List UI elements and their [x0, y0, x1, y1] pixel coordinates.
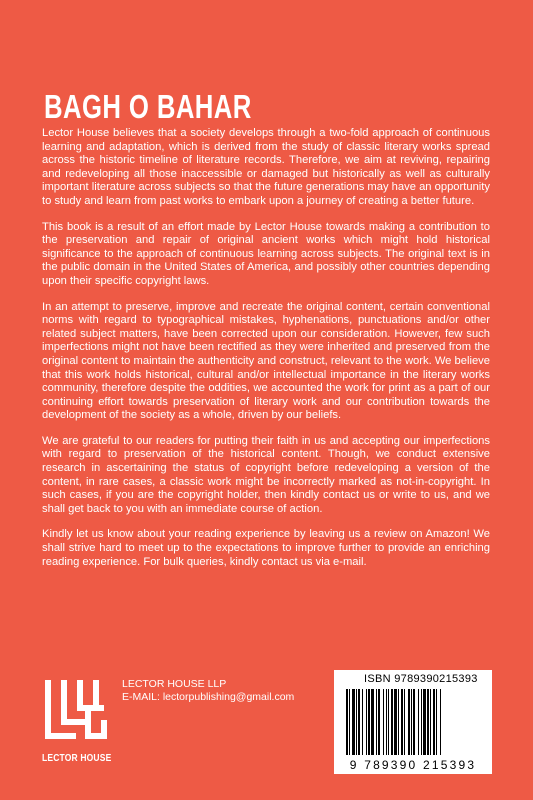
logo-caption: LECTOR HOUSE — [42, 753, 112, 764]
barcode-bar — [356, 689, 357, 755]
barcode-bar — [376, 689, 377, 755]
barcode-icon — [342, 689, 484, 757]
barcode-bar — [433, 689, 435, 755]
barcode-bar — [383, 689, 384, 755]
barcode-bar — [401, 689, 403, 755]
barcode-bar — [411, 689, 412, 755]
barcode-bar — [394, 689, 397, 755]
publisher-logo — [42, 676, 114, 764]
isbn-barcode — [334, 670, 492, 774]
barcode-bar — [366, 689, 367, 755]
barcode-bar — [430, 689, 431, 755]
barcode-bar — [346, 689, 348, 755]
lector-house-logo-icon — [42, 676, 110, 744]
barcode-bar — [413, 689, 415, 755]
barcode-bar — [436, 689, 437, 755]
barcode-bar — [352, 689, 355, 755]
back-cover-blurb — [42, 127, 490, 581]
publisher-email: E-MAIL: lectorpublishing@gmail.com — [122, 690, 295, 703]
barcode-bar — [368, 689, 370, 755]
barcode-bar — [391, 689, 393, 755]
barcode-bar — [423, 689, 426, 755]
barcode-bar — [408, 689, 410, 755]
publisher-name: LECTOR HOUSE LLP — [122, 678, 227, 690]
barcode-bar — [362, 689, 363, 755]
barcode-bar — [440, 689, 441, 755]
barcode-bar — [388, 689, 389, 755]
barcode-bar — [404, 689, 405, 755]
barcode-digits: 9 789390 215393 — [349, 758, 477, 772]
barcode-bar — [358, 689, 360, 755]
blurb-paragraph-4: We are grateful to our readers for putting their faith in us and accepting our imperfections with regard to preservation of the historical content. Though, we conduct extensive research in ascertaining the status of copyright before redeveloping a version of the content, in rare cases, a classic work might be incorrectly marked as not-in-copyright. In such cases, if you are the copyright holder, then kindly contact us or write to us, and we shall get back to you with an immediate course of action. — [42, 434, 490, 515]
barcode-bar — [378, 689, 380, 755]
publisher-info — [122, 678, 294, 703]
barcode-bar — [398, 689, 399, 755]
blurb-paragraph-2: This book is a result of an effort made by Lector House towards making a contribution to the preservation and repair of original ancient works which might hold historical significance to the approach of continuous learning across subjects. The original text is in the public domain in the United States of America, and possibly other countries depending upon their specific copyright laws. — [42, 220, 490, 287]
blurb-paragraph-3: In an attempt to preserve, improve and recreate the original content, certain conventional norms with regard to typographical mistakes, hyphenations, punctuations and/or other related subject matters, have been corrected upon our consideration. However, few such imperfections might not have been rectified as they were inherited and preserved from the original content to maintain the authenticity and construct, relevant to the work. We believe that this work holds historical, cultural and/or intellectual importance in the literary works community, therefore despite the oddities, we accounted the work for print as a part of our continuing effort towards preservation of literary work and our contribution towards the development of the society as a whole, driven by our beliefs. — [42, 300, 490, 422]
barcode-bar — [371, 689, 374, 755]
barcode-bar — [386, 689, 387, 755]
isbn-label: ISBN 9789390215393 — [364, 673, 478, 685]
blurb-paragraph-5: Kindly let us know about your reading experience by leaving us a review on Amazon! We shall strive hard to meet up to the expectations to improve further to provide an enriching reading experience. For bulk queries, kindly contact us via e-mail. — [42, 528, 490, 568]
barcode-bar — [427, 689, 429, 755]
barcode-bar — [421, 689, 422, 755]
blurb-paragraph-1: Lector House believes that a society develops through a two-fold approach of continuous learning and adaptation, which is derived from the study of classic literary works spread across the historic timeline of literature records. Therefore, we aim at reviving, repairing and redeveloping all those inaccessible or damaged but historically as well as culturally important literature across subjects so that the future generations may have an opportunity to study and learn from past works to embark upon a journey of creating a better future. — [42, 127, 490, 207]
barcode-bar — [349, 689, 350, 755]
barcode-bar — [418, 689, 419, 755]
book-title: BAGH O BAHAR — [44, 88, 252, 125]
